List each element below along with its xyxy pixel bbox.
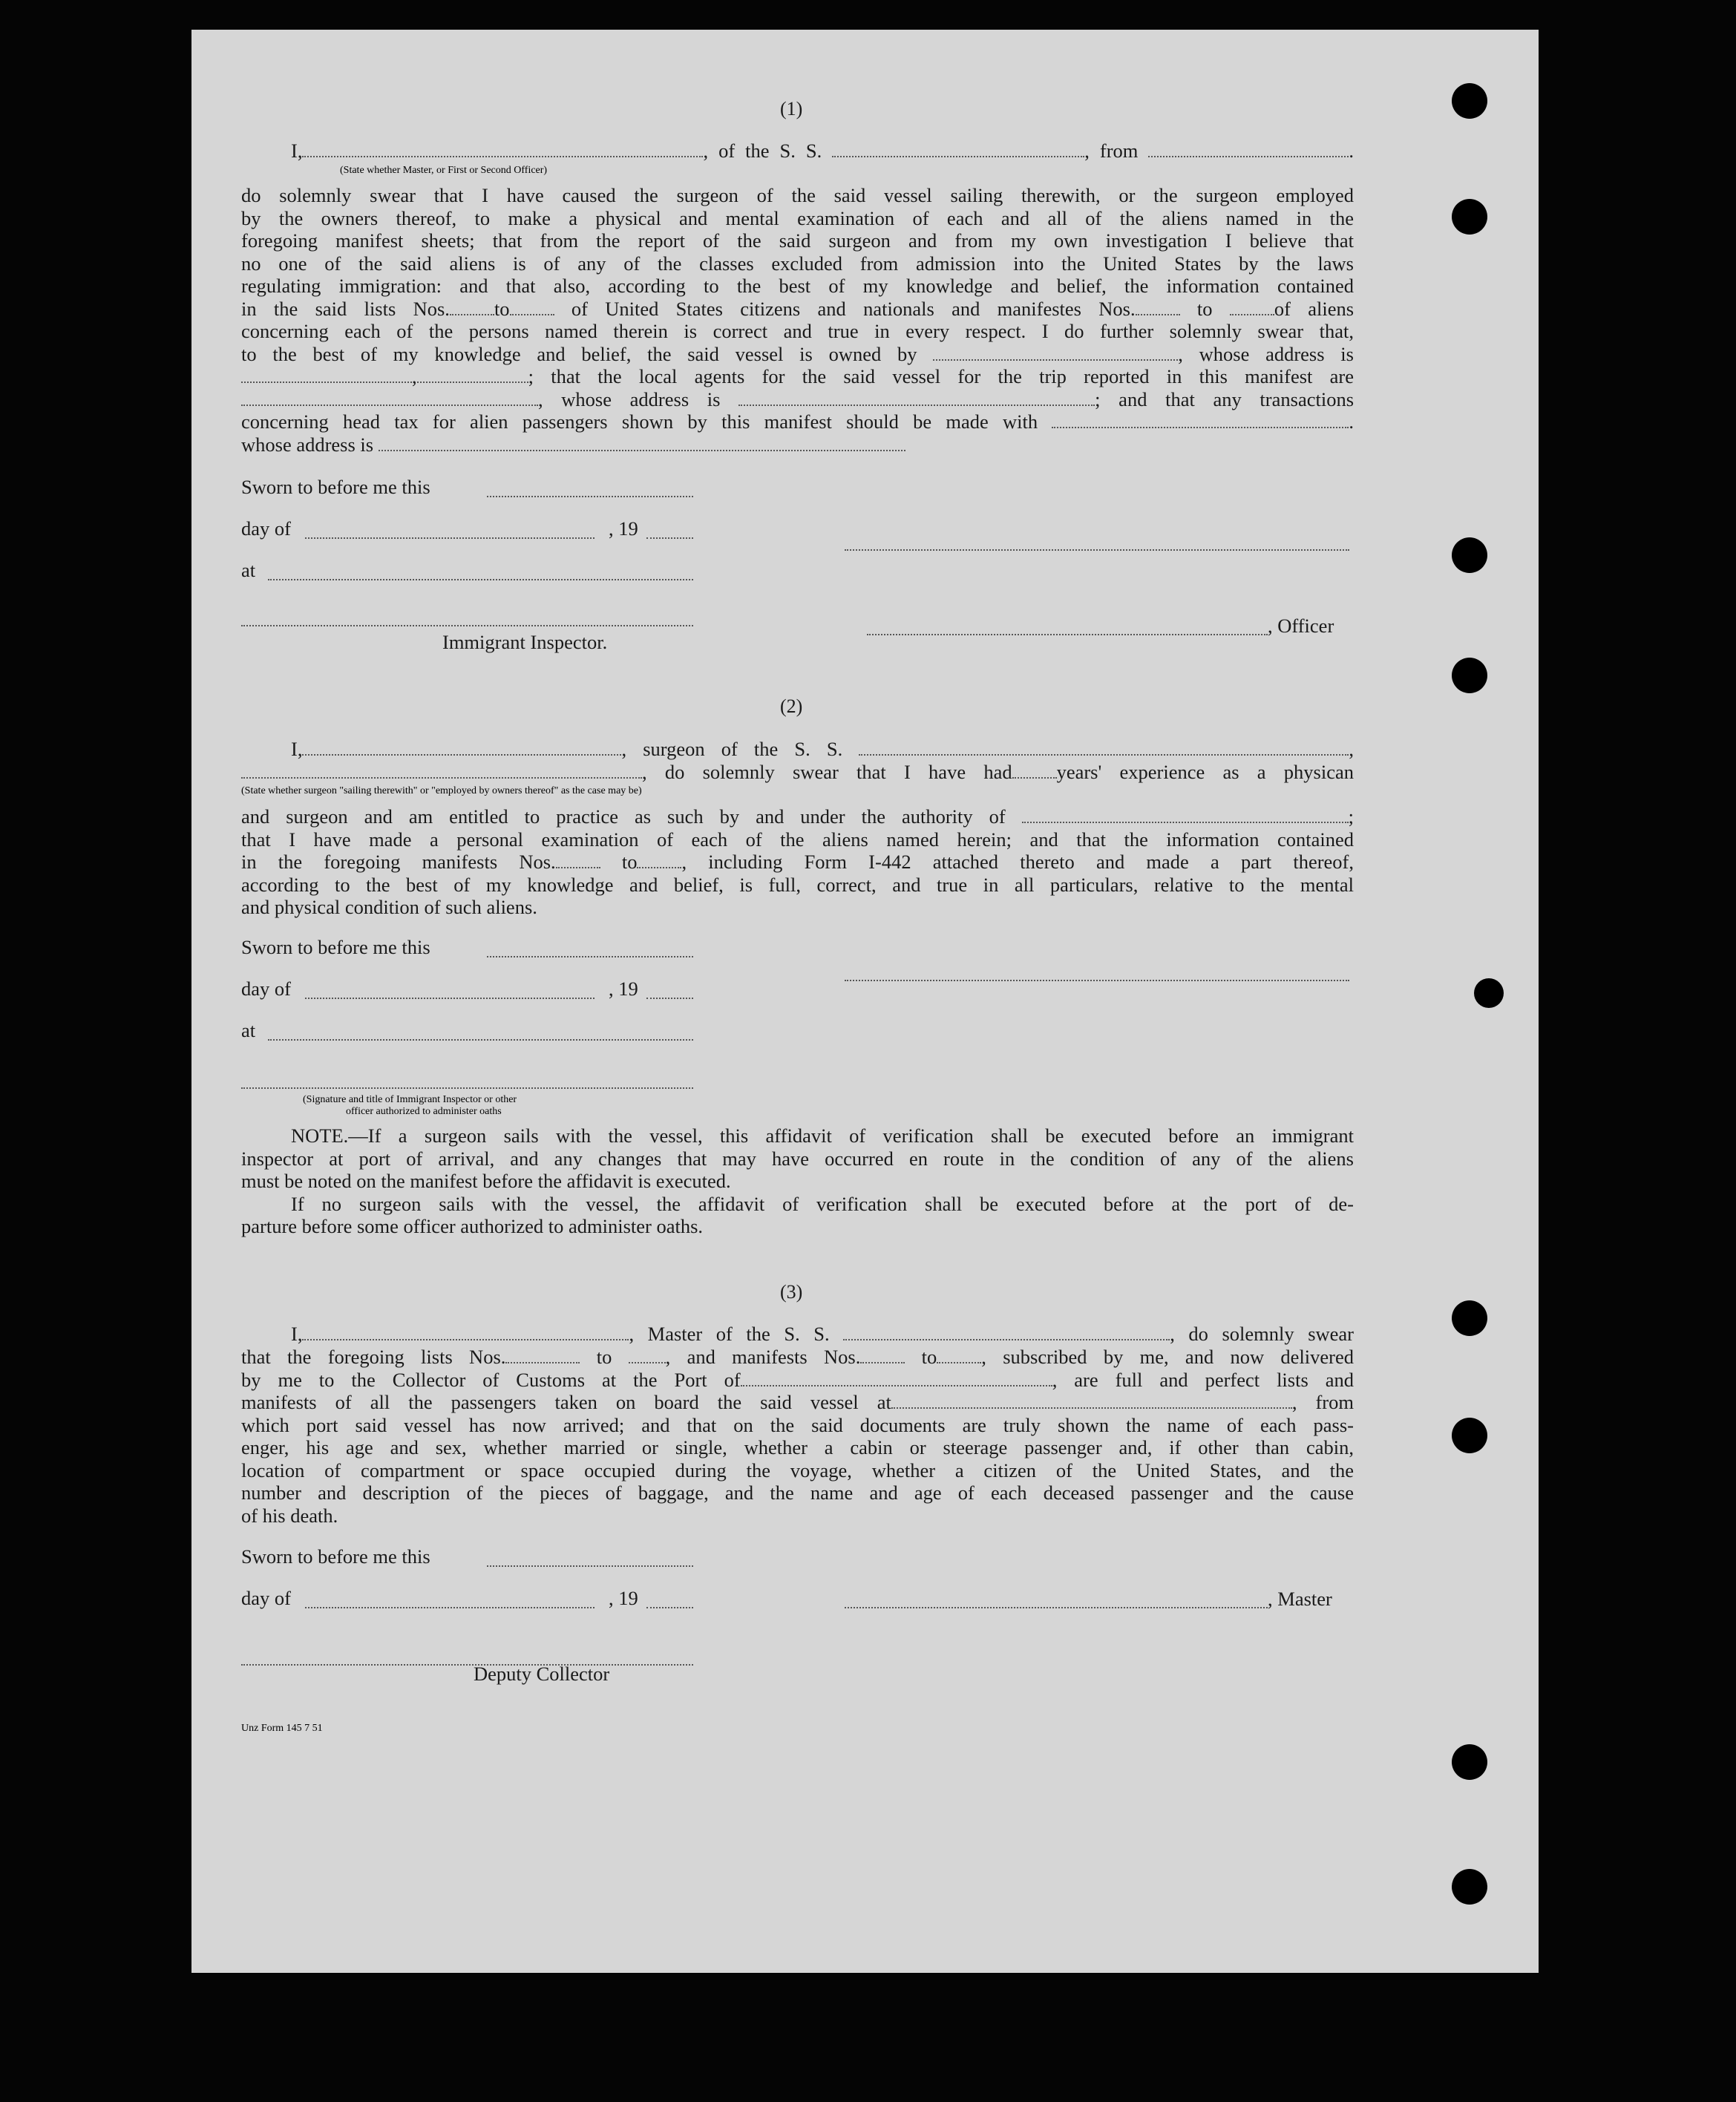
section-1-at-label: at [241, 559, 256, 581]
punch-hole [1452, 199, 1487, 235]
punch-hole [1452, 1300, 1487, 1336]
section-1-body: do solemnly swear that I have caused the surgeon of the said vessel sailing therewith, or the surgeon employed by the owners thereof, to make a physical and mental examination of each and all of the aliens named in the foregoing manifest sheets; that from the report of the said surgeon and from my own investigation I believe that no one of the said aliens is of any of the classes excluded from admission into the United States by the laws regulating immigration: and that also, according to the best of my knowledge and belief, the information contained in the said lists Nos. to of United States citizens and nationals and manifestes Nos. to of aliens concerning each of the persons named therein is correct and true in every respect. I do further solemnly swear that, to the best of my knowledge and belief, the said vessel is owned by , whose address is , ; that the local agents for the said vessel for the trip reported in this manifest are , whose address is ; and that any transactions concerning head tax for alien passengers shown by this manifest should be made with . whose address is [241, 184, 1355, 456]
section-2-sworn-label: Sworn to before me this [241, 936, 430, 958]
punch-hole [1474, 978, 1504, 1008]
punch-hole [1452, 658, 1487, 693]
form-id: Unz Form 145 7 51 [241, 1723, 323, 1734]
section-2-sig-note-1: (Signature and title of Immigrant Inspector or other [303, 1094, 517, 1105]
section-2-sig-note-2: officer authorized to administer oaths [346, 1106, 502, 1117]
section-2-year-label: , 19 [609, 978, 638, 1000]
section-3-dayof-label: day of [241, 1587, 291, 1609]
section-2-number: (2) [780, 695, 803, 717]
section-2-line-1: I, , surgeon of the S. S. , [291, 738, 1354, 760]
section-3-master-label: , Master [1268, 1588, 1332, 1610]
section-2-note: NOTE.—If a surgeon sails with the vessel, this affidavit of verification shall be executed before an immigrant inspector at port of arrival, and any changes that may have occurred en route in the condition of any of the aliens must be noted on the manifest before the affidavit is executed. If no surgeon sails with the vessel, the affidavit of verification shall be executed before at the port of de- parture before some officer authorized to administer oaths. [241, 1124, 1354, 1237]
punch-hole [1452, 1869, 1487, 1905]
section-1-dayof-label: day of [241, 517, 291, 540]
punch-hole [1452, 83, 1487, 119]
section-3-line-1: I, , Master of the S. S. , do solemnly swear [291, 1323, 1354, 1345]
section-1-officer-label: , Officer [1268, 615, 1334, 637]
section-3-collector-label: Deputy Collector [474, 1663, 610, 1685]
section-2-line-2: , do solemnly swear that I have had years' experience as a physican [241, 761, 1354, 784]
section-2-at-label: at [241, 1019, 256, 1041]
section-3-body: that the foregoing lists Nos. to , and manifests Nos. to , subscribed by me, and now delivered by me to the Collector of Customs at the Port of , are full and perfect lists and manifests of all the passengers taken on board the said vessel at , from which port said vessel has now arrived; and that on the said documents are truly shown the name of each pass- enger, his age and sex, whether married or single, whether a cabin or steerage passenger and, if other than cabin, location of compartment or space occupied during the voyage, whether a citizen of the United States, and the number and description of the pieces of baggage, and the name and age of each deceased passenger and the cause of his death. [241, 1346, 1355, 1527]
section-1-line-1: I, , of the S. S. , from . [291, 140, 1355, 162]
section-2-body: and surgeon and am entitled to practice as such by and under the authority of ; that I have made a personal examination of each of the aliens named herein; and that the information contained in the foregoing manifests Nos. to , including Form I-442 attached thereto and made a part thereof, according to the best of my knowledge and belief, is full, correct, and true in all particulars, relative to the mental and physical condition of such aliens. [241, 805, 1355, 918]
punch-hole [1452, 537, 1487, 573]
section-1-officer-note: (State whether Master, or First or Second Officer) [340, 165, 548, 176]
section-2-dayof-label: day of [241, 978, 291, 1000]
section-1-number: (1) [780, 98, 803, 119]
section-3-number: (3) [780, 1281, 803, 1303]
document-page [191, 30, 1539, 1973]
section-1-year-label: , 19 [609, 517, 638, 540]
punch-hole [1452, 1418, 1487, 1453]
section-1-inspector-label: Immigrant Inspector. [442, 631, 608, 653]
section-2-surgeon-note: (State whether surgeon "sailing therewith" or "employed by owners thereof" as the case may be) [241, 785, 642, 796]
section-3-year-label: , 19 [609, 1587, 638, 1609]
punch-hole [1452, 1744, 1487, 1780]
section-1-sworn-label: Sworn to before me this [241, 476, 430, 498]
section-3-sworn-label: Sworn to before me this [241, 1545, 430, 1568]
